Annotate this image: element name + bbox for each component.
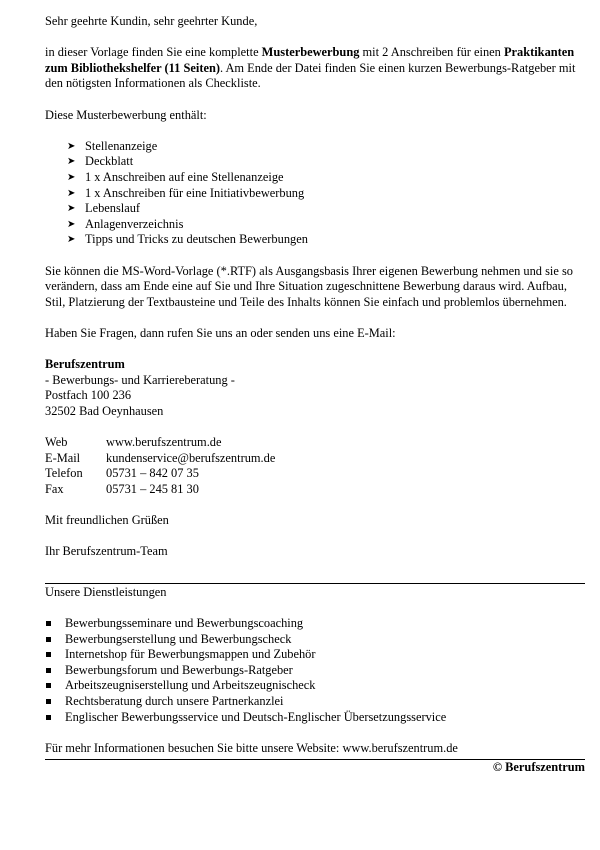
address-line-2: 32502 Bad Oeynhausen <box>45 403 164 418</box>
arrow-bullet-icon: ➤ <box>67 218 76 230</box>
square-bullet-icon <box>46 668 51 673</box>
square-bullet-icon <box>46 683 51 688</box>
contact-label-phone: Telefon <box>45 466 83 481</box>
copyright: © Berufszentrum <box>492 760 585 775</box>
intro-text-1: in dieser Vorlage finden Sie eine komplette <box>45 45 262 60</box>
list-item <box>45 663 585 679</box>
list-item-text: Englischer Bewerbungsservice und Deutsch-Englischer Übersetzungsservice <box>65 709 447 724</box>
list-item-text: Bewerbungserstellung und Bewerbungscheck <box>65 631 292 646</box>
list-item <box>45 201 585 217</box>
list-item-text: 1 x Anschreiben auf eine Stellenanzeige <box>85 169 284 184</box>
list-item <box>45 139 585 155</box>
contact-value-phone: 05731 – 842 07 35 <box>106 466 199 481</box>
square-bullet-icon <box>46 699 51 704</box>
closing: Mit freundlichen Grüßen <box>45 513 169 527</box>
more-info-text: Für mehr Informationen besuchen Sie bitte unsere Website: www.berufszentrum.de <box>45 740 458 755</box>
list-item <box>45 154 585 170</box>
arrow-bullet-icon: ➤ <box>67 156 76 168</box>
list-item-text: Deckblatt <box>85 154 134 169</box>
arrow-bullet-icon: ➤ <box>67 203 76 215</box>
list-item <box>45 678 585 694</box>
company-address <box>45 357 585 419</box>
list-item-text: Internetshop für Bewerbungsmappen und Zubehör <box>65 647 316 662</box>
list-item-text: Bewerbungsforum und Bewerbungs-Ratgeber <box>65 662 293 677</box>
intro-paragraph <box>45 45 585 92</box>
list-item <box>45 217 585 233</box>
usage-paragraph: Sie können die MS-Word-Vorlage (*.RTF) als Ausgangsbasis Ihrer eigenen Bewerbung nehmen und sie so verändern, dass am Ende eine auf Sie und Ihre Situation zugeschnittene Bewerbung daraus wird. Aufbau, Stil, Platzierung der Textbausteine und Teile des Inhalts können Sie einfach und problemlos übernehmen. <box>45 263 573 309</box>
arrow-bullet-icon: ➤ <box>67 140 76 152</box>
list-item-text: Rechtsberatung durch unsere Partnerkanzlei <box>65 693 284 708</box>
contents-list <box>45 139 585 248</box>
contact-value-fax: 05731 – 245 81 30 <box>106 481 199 496</box>
list-item <box>45 647 585 663</box>
list-item <box>45 694 585 710</box>
list-item <box>45 186 585 202</box>
intro-text-3: . Am Ende der Datei finden Sie einen kurzen Bewerbungs-Ratgeber mit den nötigsten Informationen als Checkliste. <box>45 60 576 91</box>
contact-label-fax: Fax <box>45 481 64 496</box>
list-item <box>45 232 585 248</box>
address-line-1: Postfach 100 236 <box>45 388 132 403</box>
list-item-text: 1 x Anschreiben für eine Initiativbewerbung <box>85 185 305 200</box>
intro-text-2: mit 2 Anschreiben für einen <box>359 45 504 60</box>
list-item <box>45 616 585 632</box>
square-bullet-icon <box>46 621 51 626</box>
contact-label-web: Web <box>45 435 68 450</box>
arrow-bullet-icon: ➤ <box>67 187 76 199</box>
list-item-text: Anlagenverzeichnis <box>85 216 184 231</box>
list-item-text: Bewerbungsseminare und Bewerbungscoaching <box>65 615 304 630</box>
services-heading: Unsere Dienstleistungen <box>45 584 167 599</box>
company-tagline: - Bewerbungs- und Karriereberatung - <box>45 372 235 387</box>
square-bullet-icon <box>46 715 51 720</box>
questions-paragraph: Haben Sie Fragen, dann rufen Sie uns an oder senden uns eine E-Mail: <box>45 325 396 340</box>
list-item <box>45 710 585 726</box>
document-page <box>45 14 585 776</box>
list-item-text: Arbeitszeugniserstellung und Arbeitszeugnischeck <box>65 678 316 693</box>
list-item-text: Tipps und Tricks zu deutschen Bewerbungen <box>85 232 308 247</box>
arrow-bullet-icon: ➤ <box>67 171 76 183</box>
list-item <box>45 170 585 186</box>
contact-label-email: E-Mail <box>45 450 81 465</box>
square-bullet-icon <box>46 637 51 642</box>
signature: Ihr Berufszentrum-Team <box>45 544 168 559</box>
intro-bold-2: Praktikanten zum Bibliothekshelfer (11 Seiten) <box>45 45 575 75</box>
contact-value-web[interactable]: www.berufszentrum.de <box>106 435 222 450</box>
services-list <box>45 616 585 725</box>
contact-table <box>45 435 585 497</box>
company-name: Berufszentrum <box>45 357 125 372</box>
intro-bold-1: Musterbewerbung <box>261 45 360 60</box>
square-bullet-icon <box>46 652 51 657</box>
list-item-text: Stellenanzeige <box>85 138 158 153</box>
contains-heading: Diese Musterbewerbung enthält: <box>45 107 207 122</box>
list-item <box>45 632 585 648</box>
divider-line <box>45 583 585 584</box>
arrow-bullet-icon: ➤ <box>67 234 76 246</box>
greeting: Sehr geehrte Kundin, sehr geehrter Kunde, <box>45 14 258 28</box>
list-item-text: Lebenslauf <box>85 201 141 216</box>
contact-value-email[interactable]: kundenservice@berufszentrum.de <box>106 450 276 465</box>
